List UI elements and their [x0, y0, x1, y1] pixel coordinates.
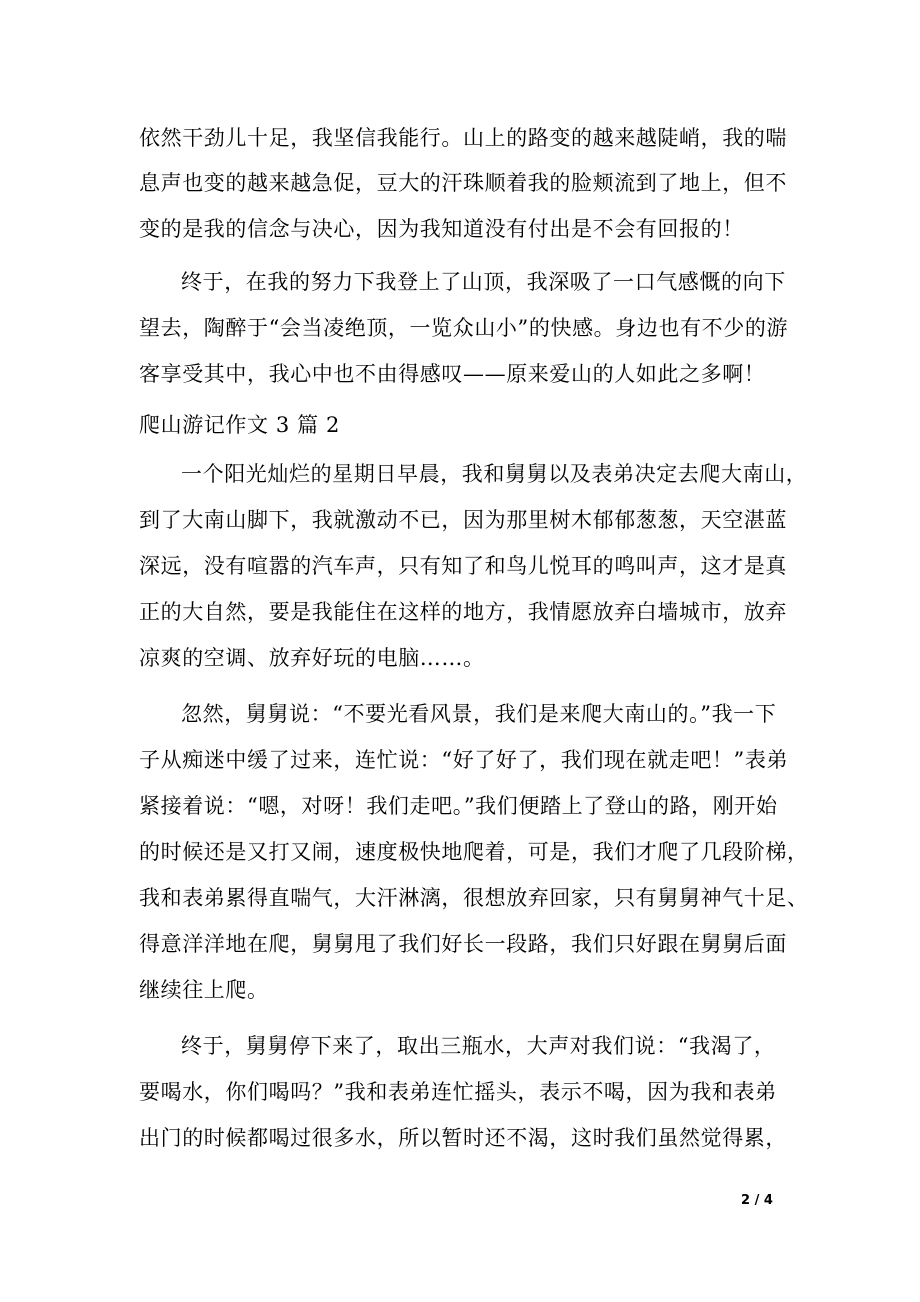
text-line: 终于，在我的努力下我登上了山顶，我深吸了一口气感慨的向下	[181, 270, 786, 294]
text-line: 深远，没有喧嚣的汽车声，只有知了和鸟儿悦耳的鸣叫声，这才是真	[139, 554, 787, 578]
text-line: 一个阳光灿烂的星期日早晨，我和舅舅以及表弟决定去爬大南山，	[181, 462, 808, 486]
text-line: 依然干劲儿十足，我坚信我能行。山上的路变的越来越陡峭，我的喘	[139, 126, 787, 150]
text-line: 子从痴迷中缓了过来，连忙说：“好了好了，我们现在就走吧！”表弟	[139, 748, 789, 772]
text-line: 我和表弟累得直喘气，大汗淋漓，很想放弃回家，只有舅舅神气十足、	[139, 886, 809, 910]
text-line: 息声也变的越来越急促，豆大的汗珠顺着我的脸颊流到了地上，但不	[139, 171, 787, 195]
text-line: 得意洋洋地在爬，舅舅甩了我们好长一段路，我们只好跟在舅舅后面	[139, 932, 787, 956]
text-line: 继续往上爬。	[139, 978, 269, 1002]
text-line: 的时候还是又打又闹，速度极快地爬着，可是，我们才爬了几段阶梯，	[139, 840, 809, 864]
text-line: 终于，舅舅停下来了，取出三瓶水，大声对我们说：“我渴了，	[181, 1034, 776, 1058]
text-line: 出门的时候都喝过很多水，所以暂时还不渴，这时我们虽然觉得累，	[139, 1126, 787, 1150]
page-number: 2 / 4	[741, 1193, 773, 1208]
section-heading: 爬山游记作文 3 篇 2	[139, 413, 340, 437]
text-line: 要喝水，你们喝吗？”我和表弟连忙摇头，表示不喝，因为我和表弟	[139, 1080, 777, 1104]
text-line: 变的是我的信念与决心，因为我知道没有付出是不会有回报的！	[139, 217, 744, 241]
text-line: 到了大南山脚下，我就激动不已，因为那里树木郁郁葱葱，天空湛蓝	[139, 508, 787, 532]
text-line: 正的大自然，要是我能住在这样的地方，我情愿放弃白墙城市，放弃	[139, 600, 787, 624]
text-line: 忽然，舅舅说：“不要光看风景，我们是来爬大南山的。”我一下	[181, 702, 777, 726]
text-line: 凉爽的空调、放弃好玩的电脑……。	[139, 646, 485, 670]
text-line: 望去，陶醉于“会当凌绝顶，一览众山小”的快感。身边也有不少的游	[139, 316, 789, 340]
text-line: 客享受其中，我心中也不由得感叹——原来爱山的人如此之多啊！	[139, 362, 766, 386]
text-line: 紧接着说：“嗯，对呀！我们走吧。”我们便踏上了登山的路，刚开始	[139, 794, 778, 818]
